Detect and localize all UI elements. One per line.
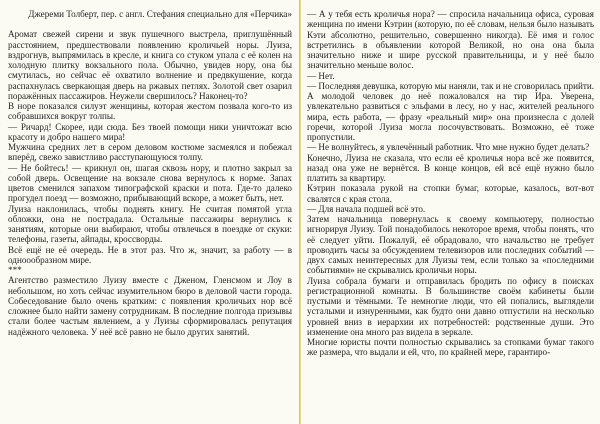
right-page xyxy=(301,0,600,424)
section-break: *** xyxy=(8,265,22,275)
left-paragraph-9: Агентство разместило Луизу вместе с Дженом, Гленсмом и Лоу в небольшом, но хоть сейчас изумительном бюро в деловой части города. Собеседование было очень кратким: с появления кроличьих нор всё сложнее было найти замену сотрудникам. В последние полгода призывы стали более частым явлением, а у Луизы сформировалась репутация надёжного человека. У неё всё равно не было других занятий. xyxy=(8,275,292,337)
epigraph: Джереми Толберт, пер. с англ. Стефания специально для «Перчика» xyxy=(28,9,292,19)
right-paragraph-4: — Не волнуйтесь, я увлечённый работник. Что мне нужно будет делать? xyxy=(307,142,590,153)
left-paragraph-1: Аромат свежей сирени и звук пушечного выстрела, приглушённый расстоянием, предшествовали появлению кроличьей норы. Луиза, вздрогнув, выпрямилась в кресле, и книга со стуком упала с её колен на холодную плитку вокзального пола. Обычно, увидев нору, она бы смутилась, но сейчас её охватило волнение и предвкушение, когда распахнулась сверкающая дверь на ржавых петлях. Золотой свет озарил поражённых пассажиров. Неужели свершилось? Наконец-то? xyxy=(8,29,292,101)
left-paragraph-3: — Ричард! Скорее, иди сюда. Без твоей помощи ники уничтожат всю красоту и добро нашего мира! xyxy=(8,121,292,142)
right-paragraph-2: — Нет. xyxy=(307,70,335,81)
right-paragraph-8: Затем начальница повернулась к своему компьютеру, полностью игнорируя Луизу. Той понадобилось некоторое время, чтобы понять, что её следует уйти. Пожалуй, её обрадовало, что начальство не требует проводить часы за обсуждением телевизоров или последних событий — двух самых неинтересных для Луизы тем, если только за «последними событиями» не скрывались кроличьи норы. xyxy=(307,214,594,276)
left-paragraph-2: В норе показался силуэт женщины, которая жестом позвала кого-то из собравшихся вокруг толпы. xyxy=(8,101,292,122)
right-paragraph-7: — Для начала подшей всё это. xyxy=(307,203,426,214)
right-paragraph-10: Многие юристы почти полностью скрывались за стопками бумаг такого же размера, что выдали и ей, что, по крайней мере, гарантиро- xyxy=(307,337,594,358)
right-paragraph-6: Кэтрин показала рукой на стопки бумаг, которые, казалось, вот-вот свалятся с края стола. xyxy=(307,183,594,204)
left-paragraph-6: Луиза наклонилась, чтобы поднять книгу. Не считая помятой угла обложки, она не пострадала. Остальные пассажиры вернулись к занятиям, которые они выбирают, чтобы отвлечься в поездке от скуки: телефоны, газеты, айпады, кроссворды. xyxy=(8,203,292,245)
left-page xyxy=(0,0,299,424)
left-paragraph-5: — Не бойтесь! — крикнул он, шагая сквозь нору, и плотно закрыл за собой дверь. Освещение на вокзале снова вернулось к норме. Запах цветов сменился запахом типографской краски и пота. Где-то далеко прогудел поезд — возможно, прибывающий вскоре, а может быть, нет. xyxy=(8,162,292,204)
right-paragraph-9: Луиза собрала бумаги и отправилась бродить по офису в поисках регистрационной комнаты. В большинстве своём кабинеты были пустыми и тёмными. Те немногие люди, что ей попались, выглядели усталыми и изнуренными, как будто они давно отпустили на несколько уровней вниз в иерархии их потребностей: родственные души. Это изменение она много раз видела в зеркале. xyxy=(307,275,594,337)
left-paragraph-4: Мужчина средних лет в сером деловом костюме засмеялся и побежал вперёд, свежо завистливо расступающуюся толпу. xyxy=(8,142,292,163)
right-paragraph-5: Конечно, Луиза не сказала, что если её кроличья нора всё же появится, назад она уже не вернётся. В конце концов, ей всё ещё нужно было платить за квартиру. xyxy=(307,152,594,183)
right-paragraph-3: — Последняя девушка, которую мы наняли, так и не сговорилась прийти. А молодой человек до неё пожаловался на тир Ира. Уверена, увлекательно развиться с эльфами в лесу, но у нас, жителей реального мира, есть работа, — фразу «реальный мир» она произнесла с долей горечи, которой Луиза могла посочувствовать. Возможно, её тоже пропустили. xyxy=(307,80,594,142)
left-paragraph-7: Всё ещё не её очередь. Не в этот раз. Что ж, значит, за работу — в одноообразном мире. xyxy=(8,244,292,265)
right-paragraph-1: — А у тебя есть кроличья нора? — спросила начальница офиса, суровая женщина по имени Кэтрин (которую, по её словам, нельзя было называть Кэти абсолютно, решительно, совершенно никогда). Её имя и голос встретились в объявлении которой Великой, но она она была значительно ниже и шире русской правительницы, и у неё было значительно меньше волос. xyxy=(307,9,594,71)
